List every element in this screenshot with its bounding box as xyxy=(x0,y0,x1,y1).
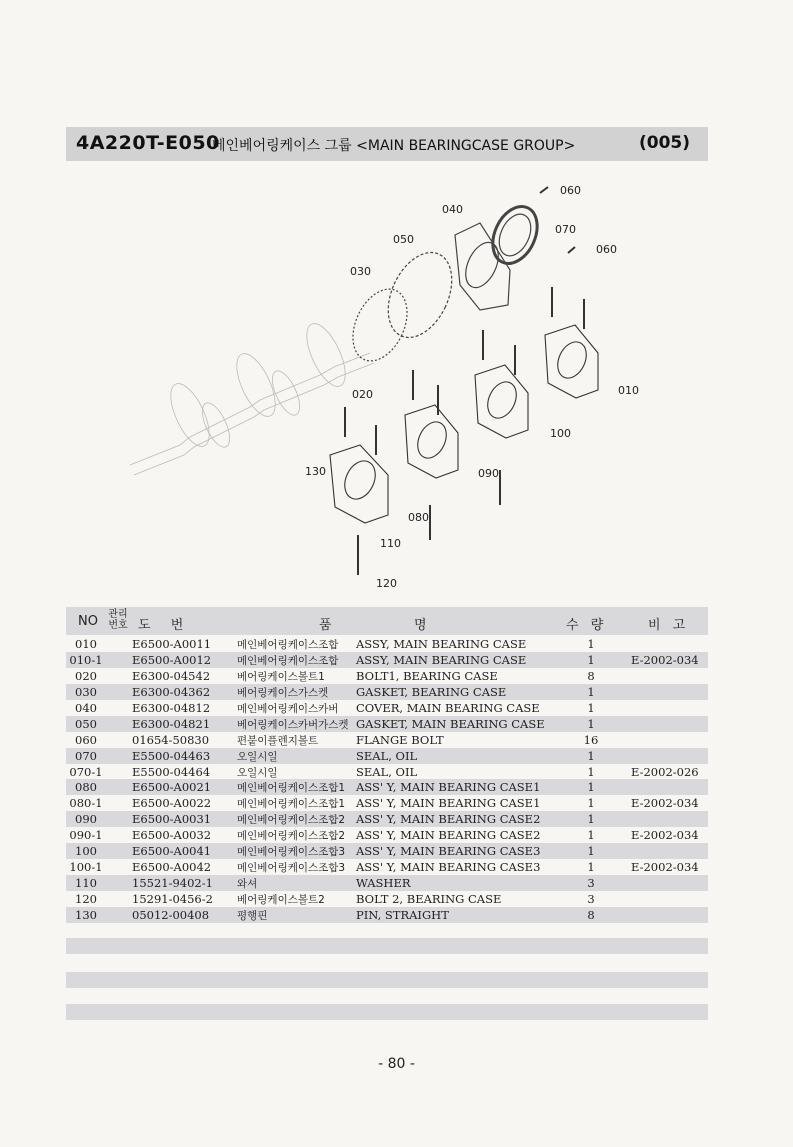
table-row xyxy=(66,684,708,700)
cell-remark: E-2002-034 xyxy=(631,796,699,811)
crankshaft-shadow xyxy=(130,318,374,475)
table-row xyxy=(66,716,708,732)
header-qty: 수 량 xyxy=(566,618,608,633)
cell-part: E6500-A0012 xyxy=(132,652,212,667)
cell-part: E6500-A0042 xyxy=(132,860,212,875)
cell-qty: 8 xyxy=(587,907,595,922)
cell-part: E6500-A0041 xyxy=(132,844,212,859)
table-row xyxy=(66,795,708,811)
cell-no: 100 xyxy=(75,844,97,859)
cell-kr: 메인베어링케이스조합3 xyxy=(237,862,346,875)
cell-no: 070-1 xyxy=(69,764,103,779)
exploded-parts-diagram xyxy=(120,175,640,595)
cell-en: ASS' Y, MAIN BEARING CASE1 xyxy=(356,780,541,795)
cell-no: 110 xyxy=(75,876,97,891)
callout-080: 080 xyxy=(408,511,429,524)
empty-band xyxy=(66,972,708,988)
cell-kr: 메인베어링케이스카버 xyxy=(237,702,339,715)
group-code: 4A220T-E050 xyxy=(76,132,220,154)
cell-kr: 오일시일 xyxy=(237,766,278,779)
cell-en: BOLT 2, BEARING CASE xyxy=(356,892,502,906)
cell-part: E5500-04464 xyxy=(132,764,211,779)
cell-no: 010-1 xyxy=(69,652,103,667)
empty-band xyxy=(66,938,708,954)
cell-kr: 메인베어링케이스조합2 xyxy=(237,830,346,843)
table-row xyxy=(66,732,708,748)
cell-kr: 메인베어링케이스조합2 xyxy=(237,814,346,827)
cell-part: 01654-50830 xyxy=(132,732,210,747)
cell-kr: 베어링케이스볼트1 xyxy=(237,670,325,683)
callout-110: 110 xyxy=(380,537,401,550)
cell-part: E6300-04812 xyxy=(132,700,211,715)
part-callouts xyxy=(305,184,639,590)
page-number: - 80 - xyxy=(378,1056,415,1072)
cell-qty: 1 xyxy=(587,700,595,715)
callout-060-top: 060 xyxy=(560,184,581,197)
cell-en: PIN, STRAIGHT xyxy=(356,907,449,922)
cell-qty: 1 xyxy=(587,860,595,875)
header-no: NO xyxy=(78,614,98,629)
callout-070: 070 xyxy=(555,223,576,236)
cell-en: ASSY, MAIN BEARING CASE xyxy=(356,652,527,667)
bearing-cases xyxy=(330,325,598,523)
cell-qty: 3 xyxy=(587,876,595,891)
cell-qty: 1 xyxy=(587,637,595,651)
cell-en: ASS' Y, MAIN BEARING CASE2 xyxy=(356,812,541,827)
cell-no: 040 xyxy=(75,700,97,715)
cell-kr: 메인베어링케이스조합 xyxy=(237,639,339,651)
cell-kr: 베어링케이스볼트2 xyxy=(237,894,325,906)
cell-no: 090-1 xyxy=(69,828,103,843)
cell-part: E6500-A0031 xyxy=(132,812,212,827)
table-row xyxy=(66,779,708,795)
cell-en: SEAL, OIL xyxy=(356,748,418,763)
cell-en: ASS' Y, MAIN BEARING CASE2 xyxy=(356,828,541,843)
cell-no: 030 xyxy=(75,684,97,699)
table-row xyxy=(66,811,708,827)
callout-120: 120 xyxy=(376,577,397,590)
cell-no: 130 xyxy=(75,907,97,922)
cell-remark: E-2002-034 xyxy=(631,652,699,667)
cell-en: GASKET, BEARING CASE xyxy=(356,684,507,699)
cell-en: FLANGE BOLT xyxy=(356,732,444,747)
cell-qty: 1 xyxy=(587,812,595,827)
cell-remark: E-2002-034 xyxy=(631,828,699,843)
header-mgmt-bottom: 번호 xyxy=(108,620,128,631)
cell-part: E6300-04542 xyxy=(132,668,211,683)
cell-en: SEAL, OIL xyxy=(356,764,418,779)
cell-kr: 메인베어링케이스조합 xyxy=(237,654,339,667)
table-row xyxy=(66,652,708,668)
cell-part: E6500-A0011 xyxy=(132,637,212,651)
cell-en: WASHER xyxy=(356,876,411,891)
cell-no: 100-1 xyxy=(69,860,103,875)
cell-part: E6500-A0021 xyxy=(132,780,212,795)
front-seal-and-cover xyxy=(342,199,546,369)
cell-qty: 16 xyxy=(583,732,599,747)
cell-part: E6500-A0032 xyxy=(132,828,212,843)
cell-part: E6300-04821 xyxy=(132,716,211,731)
cell-kr: 오일시일 xyxy=(237,750,278,763)
cell-no: 050 xyxy=(75,716,97,731)
table-row xyxy=(66,891,708,907)
callout-100: 100 xyxy=(550,427,571,440)
cell-qty: 1 xyxy=(587,684,595,699)
header-name-b: 명 xyxy=(414,618,427,633)
cell-en: COVER, MAIN BEARING CASE xyxy=(356,700,540,715)
header-name-a: 품 xyxy=(319,618,332,633)
header-remark: 비 고 xyxy=(648,618,690,633)
cell-no: 010 xyxy=(75,637,97,651)
header-part: 도 번 xyxy=(138,618,192,633)
cell-qty: 1 xyxy=(587,764,595,779)
cell-kr: 와셔 xyxy=(237,878,258,891)
table-row xyxy=(66,748,708,764)
cell-no: 120 xyxy=(75,892,97,906)
cell-remark: E-2002-034 xyxy=(631,860,699,875)
cell-kr: 베어링케이스가스켓 xyxy=(237,686,329,699)
cell-remark: E-2002-026 xyxy=(631,764,699,779)
cell-qty: 1 xyxy=(587,828,595,843)
cell-kr: 메인베어링케이스조합3 xyxy=(237,846,346,859)
group-title: 메인베어링케이스 그룹 <MAIN BEARINGCASE GROUP> xyxy=(212,138,576,154)
cell-en: GASKET, MAIN BEARING CASE xyxy=(356,716,545,731)
group-number: (005) xyxy=(638,133,690,153)
table-row xyxy=(66,636,708,652)
cell-no: 060 xyxy=(75,732,97,747)
header-mgmt xyxy=(108,609,128,631)
cell-kr: 메인베어링케이스조합1 xyxy=(237,782,346,795)
cell-qty: 1 xyxy=(587,796,595,811)
callout-130: 130 xyxy=(305,465,326,478)
cell-part: E6500-A0022 xyxy=(132,796,212,811)
table-row xyxy=(66,827,708,843)
cell-qty: 1 xyxy=(587,652,595,667)
callout-090: 090 xyxy=(478,467,499,480)
cell-part: 15521-9402-1 xyxy=(132,876,213,891)
cell-kr: 편붙이플렌지볼트 xyxy=(237,734,319,747)
table-row xyxy=(66,764,708,780)
callout-060-right: 060 xyxy=(596,243,617,256)
title-band xyxy=(66,127,708,161)
header-mgmt-top: 관리 xyxy=(108,609,128,620)
cell-no: 020 xyxy=(75,668,97,683)
table-row xyxy=(66,668,708,684)
cell-part: E6300-04362 xyxy=(132,684,211,699)
table-header xyxy=(66,607,708,635)
cell-en: ASS' Y, MAIN BEARING CASE3 xyxy=(356,844,541,859)
table-row xyxy=(66,843,708,859)
cell-kr: 베어링케이스카버가스켓 xyxy=(237,718,349,731)
cell-part: 15291-0456-2 xyxy=(132,892,213,906)
callout-050: 050 xyxy=(393,233,414,246)
empty-band xyxy=(66,1004,708,1020)
cell-en: ASSY, MAIN BEARING CASE xyxy=(356,637,527,651)
cell-qty: 1 xyxy=(587,716,595,731)
table-row xyxy=(66,700,708,716)
cell-qty: 3 xyxy=(587,892,595,906)
cell-kr: 메인베어링케이스조합1 xyxy=(237,798,346,811)
table-row xyxy=(66,875,708,891)
cell-no: 080 xyxy=(75,780,97,795)
cell-part: E5500-04463 xyxy=(132,748,211,763)
cell-qty: 8 xyxy=(587,668,595,683)
cell-part: 05012-00408 xyxy=(132,907,210,922)
cell-kr: 평행핀 xyxy=(237,909,268,922)
callout-010: 010 xyxy=(618,384,639,397)
cell-en: BOLT1, BEARING CASE xyxy=(356,668,498,683)
callout-040: 040 xyxy=(442,203,463,216)
cell-qty: 1 xyxy=(587,780,595,795)
callout-030: 030 xyxy=(350,265,371,278)
table-row xyxy=(66,907,708,923)
cell-qty: 1 xyxy=(587,748,595,763)
cell-qty: 1 xyxy=(587,844,595,859)
parts-table xyxy=(66,636,708,923)
cell-en: ASS' Y, MAIN BEARING CASE1 xyxy=(356,796,541,811)
cell-no: 070 xyxy=(75,748,97,763)
callout-020: 020 xyxy=(352,388,373,401)
cell-no: 090 xyxy=(75,812,97,827)
cell-en: ASS' Y, MAIN BEARING CASE3 xyxy=(356,860,541,875)
table-row xyxy=(66,859,708,875)
cell-no: 080-1 xyxy=(69,796,103,811)
